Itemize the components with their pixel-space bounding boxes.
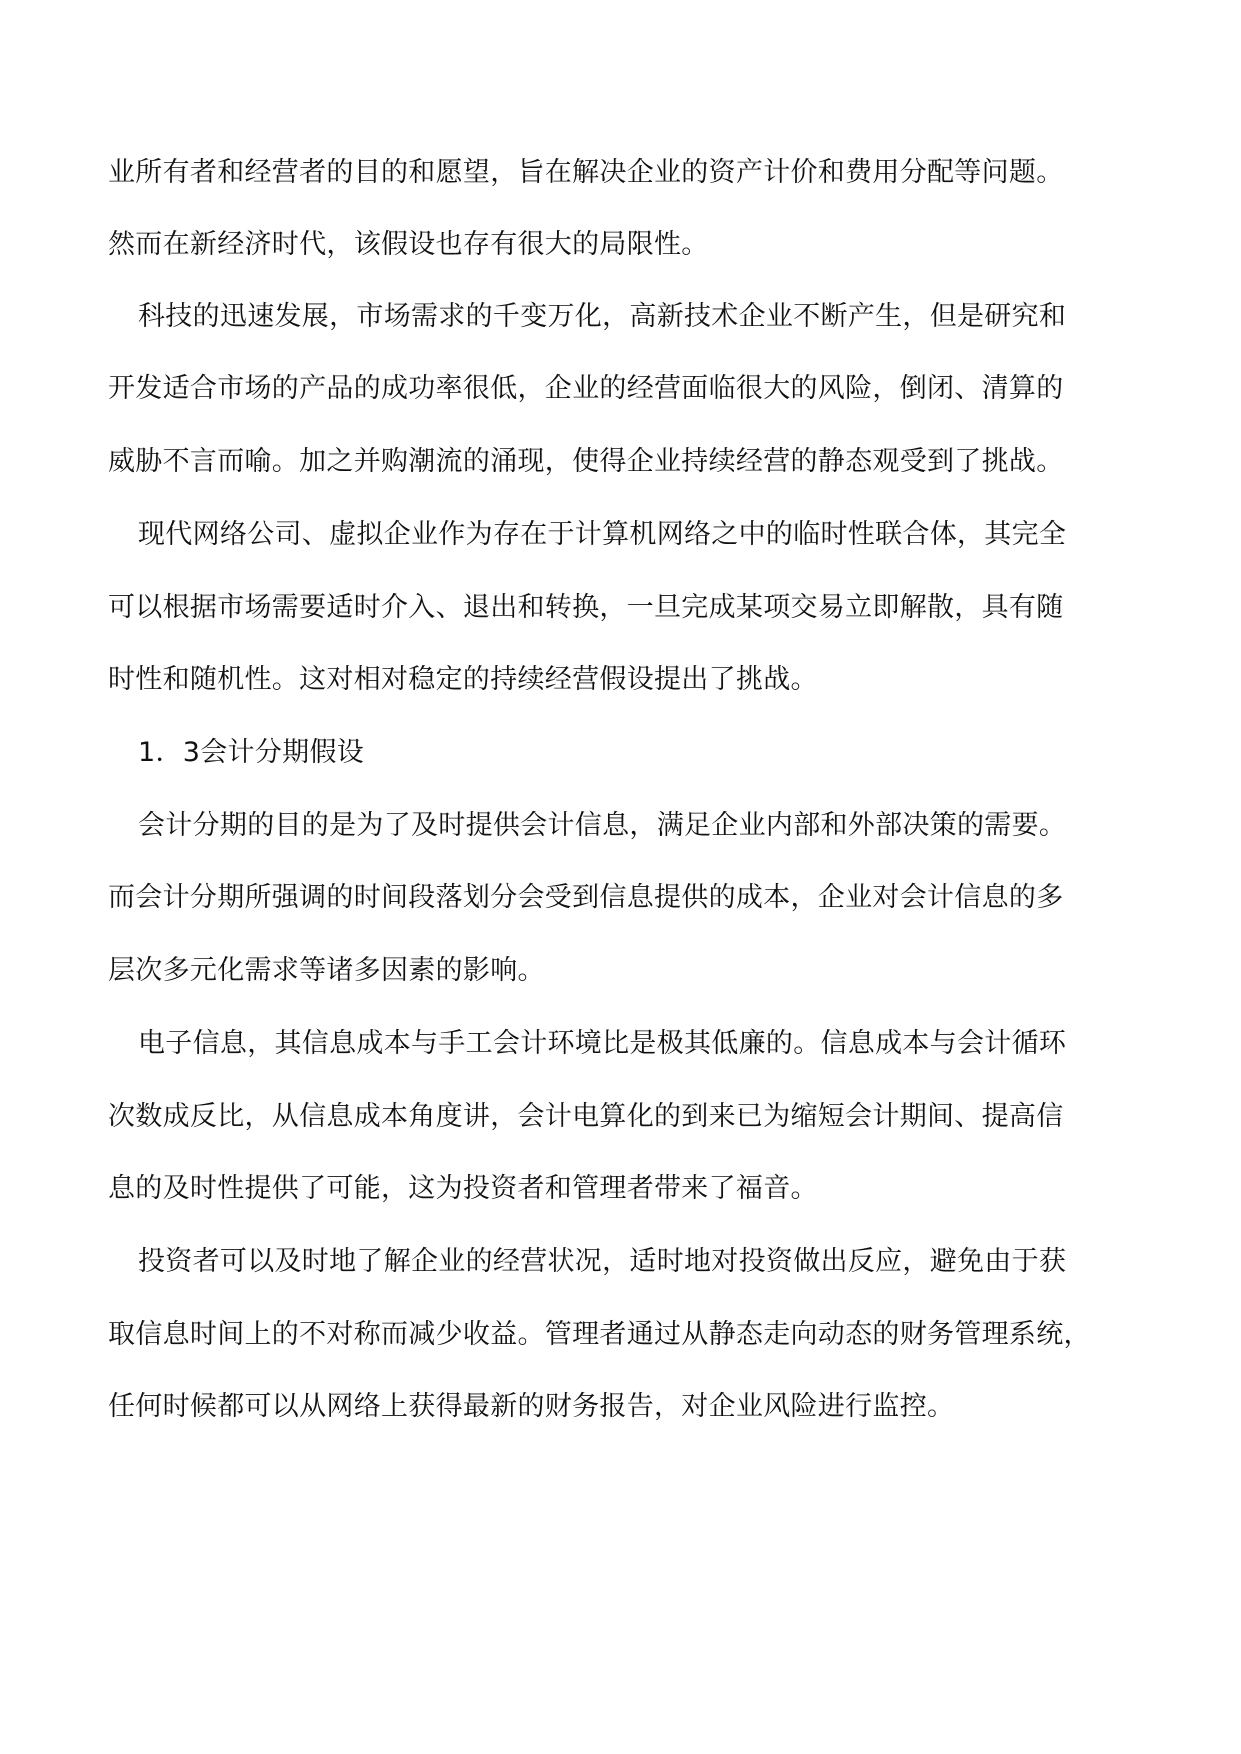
text-line: 开发适合市场的产品的成功率很低，企业的经营面临很大的风险，倒闭、清算的: [108, 373, 1064, 404]
text-line: 现代网络公司、虚拟企业作为存在于计算机网络之中的临时性联合体，其完全: [138, 519, 1067, 550]
text-line: 取信息时间上的不对称而减少收益。管理者通过从静态走向动态的财务管理系统，: [108, 1319, 1091, 1350]
text-line: 次数成反比，从信息成本角度讲，会计电算化的到来已为缩短会计期间、提高信: [108, 1101, 1064, 1132]
text-line: 时性和随机性。这对相对稳定的持续经营假设提出了挑战。: [108, 664, 818, 695]
text-line: 科技的迅速发展，市场需求的千变万化，高新技术企业不断产生，但是研究和: [138, 301, 1067, 332]
text-line: 威胁不言而喻。加之并购潮流的涌现，使得企业持续经营的静态观受到了挑战。: [108, 446, 1064, 477]
text-line: 业所有者和经营者的目的和愿望，旨在解决企业的资产计价和费用分配等问题。: [108, 157, 1064, 188]
text-line: 电子信息，其信息成本与手工会计环境比是极其低廉的。信息成本与会计循环: [138, 1028, 1067, 1059]
text-line: 可以根据市场需要适时介入、退出和转换，一旦完成某项交易立即解散，具有随: [108, 592, 1064, 623]
text-line: 然而在新经济时代，该假设也存有很大的局限性。: [108, 229, 709, 260]
text-line: 投资者可以及时地了解企业的经营状况，适时地对投资做出反应，避免由于获: [138, 1246, 1067, 1277]
text-line: 任何时候都可以从网络上获得最新的财务报告，对企业风险进行监控。: [108, 1391, 955, 1422]
section-heading: 1．3会计分期假设: [138, 737, 365, 768]
text-line: 层次多元化需求等诸多因素的影响。: [108, 955, 545, 986]
text-line: 会计分期的目的是为了及时提供会计信息，满足企业内部和外部决策的需要。: [138, 810, 1067, 841]
text-line: 而会计分期所强调的时间段落划分会受到信息提供的成本，企业对会计信息的多: [108, 882, 1064, 913]
text-line: 息的及时性提供了可能，这为投资者和管理者带来了福音。: [108, 1173, 818, 1204]
